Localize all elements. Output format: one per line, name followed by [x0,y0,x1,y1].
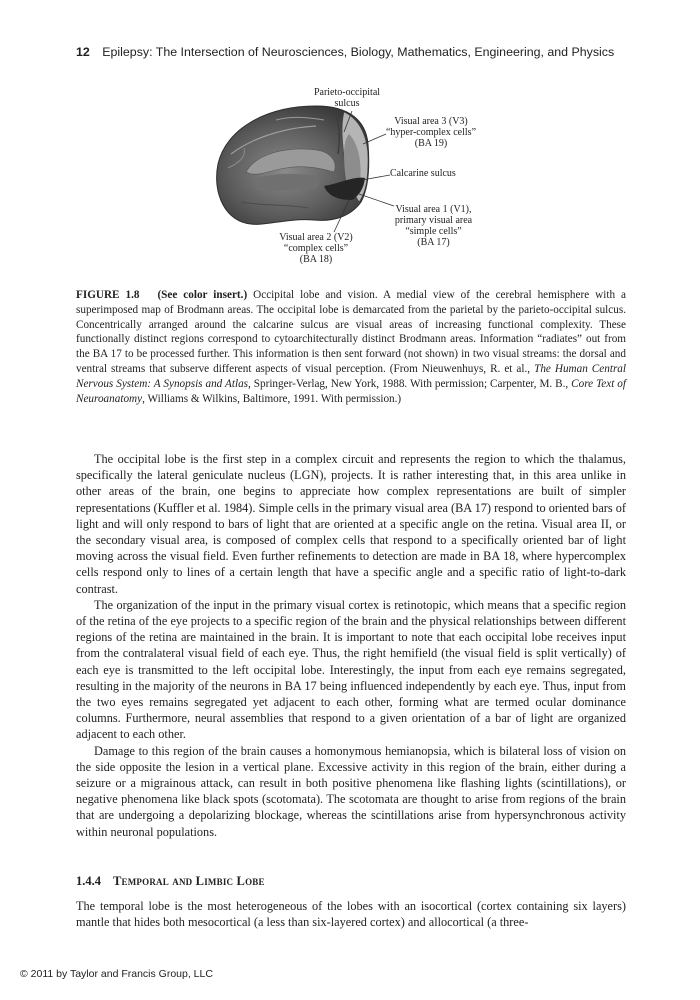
label-line: sulcus [334,98,360,109]
paragraph: The organization of the input in the primary visual cortex is retinotopic, which means that a specific region of the retina of the eye projects to a specific region of the brain and the physical relationships between different regions of the retina are maintained in the brain. It is important to note that each occipital lobe receives input from the contralateral visual field of each eye. Thus, the right hemifield (the visual field is split vertically) of each eye is transmitted to the left occipital lobe. Interestingly, the input from each eye remains segregated, resulting in the majority of the neurons in BA 17 being influenced independently by each eye. Thus, input from the two eyes remains segregated yet adjacent to each other, forming what are termed ocular dominance columns. Furthermore, neural assemblies that respond to a given orientation of a bar of light are organized adjacent to each other. [76,597,626,742]
caption-text-2: Springer-Verlag, New York, 1988. With permission; Carpenter, M. B., [250,377,572,390]
label-line: Visual area 1 (V1), [395,204,472,215]
caption-text-3: , Williams & Wilkins, Baltimore, 1991. With permission.) [142,392,402,405]
running-title: Epilepsy: The Intersection of Neurosciences, Biology, Mathematics, Engineering, and Physics [102,45,615,59]
caption-label: FIGURE 1.8 [76,289,140,301]
caption-insert-note: (See color insert.) [157,289,248,301]
caption-book-1: The Human Central Nervous System: A Synopsis and Atlas, [76,362,626,390]
paragraph: Damage to this region of the brain causes a homonymous hemianopsia, which is bilateral loss of vision on the side opposite the lesion in a vertical plane. Excessive activity in this region of the brain, either during a seizure or a migrainous attack, can result in both positive phenomena like flashing lights (scintillations), or negative phenomena like black spots (scotomata). The scotomata are thought to arise from regions of the brain that are undergoing a depolarizing blockage, whereas the scintillations arise from hypersynchronous activity within neuronal populations. [76,743,626,839]
label-line: (BA 19) [414,138,448,149]
section-title: Temporal and Limbic Lobe [113,874,265,888]
figure-1-8 [76,84,626,284]
paragraph: The temporal lobe is the most heterogeneous of the lobes with an isocortical (cortex containing six layers) mantle that hides both mesocortical (a less than six-layered cortex) and allocortical (a three- [76,899,626,930]
label-visual-area-2 [266,232,366,265]
label-calcarine-sulcus [390,168,470,179]
section-heading [76,874,626,889]
label-line: Calcarine sulcus [390,168,456,179]
label-visual-area-1 [381,204,486,248]
figure-caption [76,288,626,406]
copyright-footer: © 2011 by Taylor and Francis Group, LLC [20,968,213,980]
caption-text: Occipital lobe and vision. A medial view of the cerebral hemisphere with a superimposed map of Brodmann areas. The occipital lobe is demarcated from the parietal by the parieto-occipital sulcus. Concentrically arranged around the calcarine sulcus are visual areas of increasing functional complexity. These functionally distinct regions correspond to cytoarchitecturally distinct Brodmann areas. Information “radiates” out from the BA 17 to be processed further. This information is then sent forward (not shown) in two visual streams: the dorsal and ventral streams that subserve different aspects of visual perception. (From Nieuwenhuys, R. et al., [76,289,626,375]
caption-book-2: Core Text of Neuroanatomy [76,377,626,405]
label-parieto-occipital-sulcus [307,87,387,109]
section-number: 1.4.4 [76,874,101,888]
label-line: Visual area 2 (V2) [279,232,353,243]
page-number: 12 [76,45,90,59]
label-visual-area-3 [376,116,486,149]
section-body [76,898,626,930]
body-text [76,451,626,840]
label-line: (BA 17) [417,237,450,248]
label-line: primary visual area [394,215,473,226]
label-line: “hyper-complex cells” [385,127,477,138]
running-header [76,45,636,59]
label-line: “complex cells” [283,243,349,254]
label-line: Visual area 3 (V3) [394,116,468,127]
label-line: “simple cells” [405,226,462,237]
label-line: Parieto-occipital [313,87,381,98]
label-line: (BA 18) [299,254,333,265]
paragraph: The occipital lobe is the first step in a complex circuit and represents the region to which the thalamus, specifically the lateral geniculate nucleus (LGN), projects. It is rather interesting that, in this area unlike in other areas of the brain, one begins to appreciate how complex representations are built of simpler representations (Kuffler et al. 1984). Simple cells in the primary visual area (BA 17) respond to oriented bars of light and will only respond to bars of light that are oriented at a specific angle on the retina. Visual area II, or the secondary visual area, is composed of complex cells that respond to a specifically oriented bar of light moving across the visual field. Even further refinements to detection are made in BA 18, where hypercomplex cells respond only to lines of a certain length that have a specific angle and a specific ratio of light-to-dark contrast. [76,452,626,596]
